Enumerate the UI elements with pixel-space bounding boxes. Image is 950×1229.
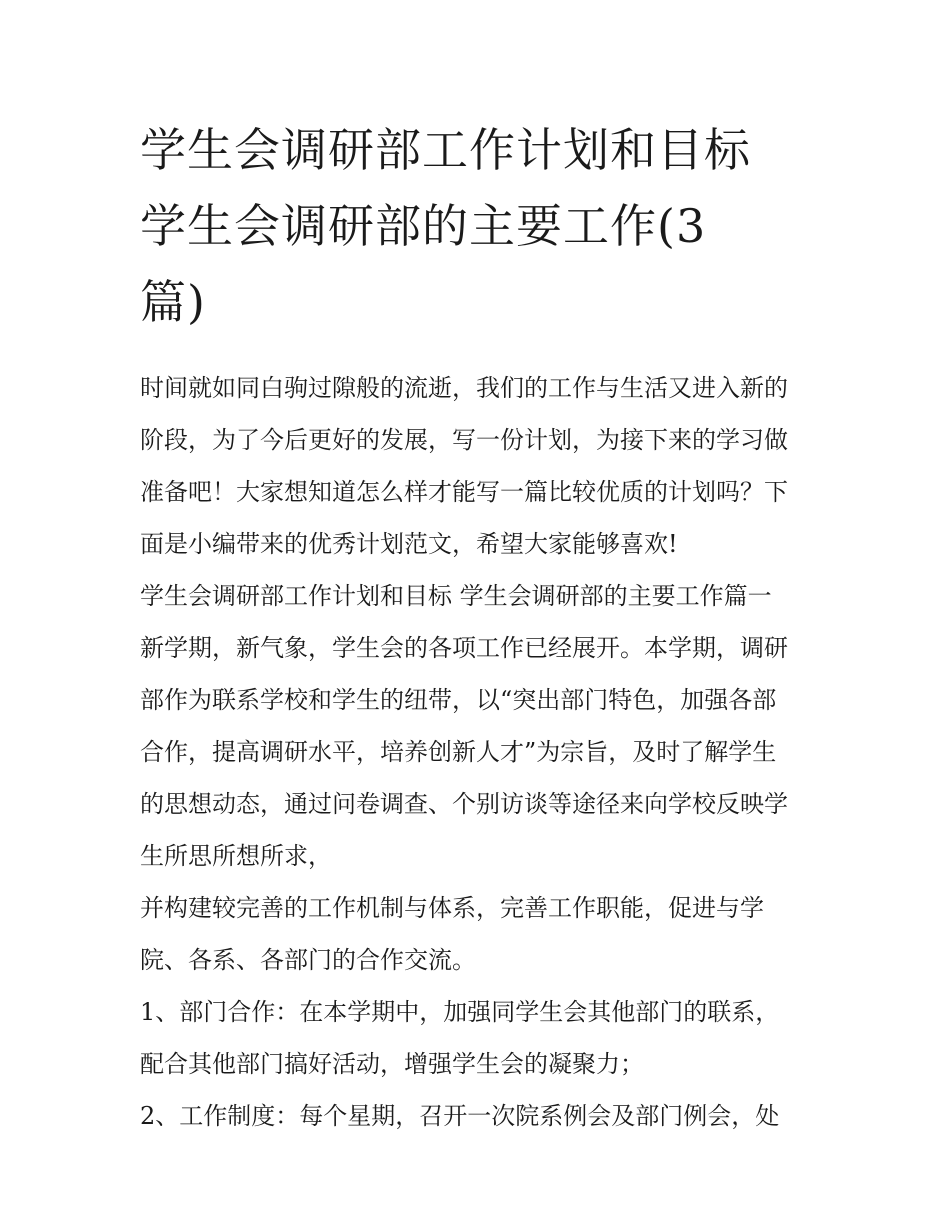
- text-line: 的思想动态，通过问卷调查、个别访谈等途径来向学校反映学: [140, 790, 788, 818]
- paragraph-item-2: [140, 1090, 830, 1142]
- document-body: [140, 362, 830, 1142]
- paragraph-mechanism: [140, 882, 830, 986]
- paragraph-new-semester: [140, 622, 830, 882]
- text-line: 阶段，为了今后更好的发展，写一份计划，为接下来的学习做: [140, 426, 788, 454]
- document-title: [140, 112, 830, 340]
- text-line: 生所思所想所求，: [140, 842, 332, 870]
- text-line: 院、各系、各部门的合作交流。: [140, 946, 476, 974]
- text-line: 新学期，新气象，学生会的各项工作已经展开。本学期，调研: [140, 634, 788, 662]
- text-line: 时间就如同白驹过隙般的流逝，我们的工作与生活又进入新的: [140, 374, 788, 402]
- text-line: 部作为联系学校和学生的纽带，以“突出部门特色，加强各部: [140, 686, 777, 714]
- title-line-1: 学生会调研部工作计划和目标: [140, 123, 751, 177]
- text-line: 配合其他部门搞好活动，增强学生会的凝聚力；: [140, 1050, 644, 1078]
- title-line-3: 篇): [140, 275, 206, 329]
- paragraph-intro: [140, 362, 830, 570]
- paragraph-item-1: [140, 986, 830, 1090]
- text-line: 2、工作制度：每个星期，召开一次院系例会及部门例会，处: [140, 1102, 780, 1130]
- document-page: [140, 112, 830, 1142]
- text-line: 面是小编带来的优秀计划范文，希望大家能够喜欢!: [140, 530, 678, 558]
- paragraph-section-heading: [140, 570, 830, 622]
- text-line: 1、部门合作：在本学期中，加强同学生会其他部门的联系，: [140, 998, 780, 1026]
- text-line: 合作，提高调研水平，培养创新人才”为宗旨，及时了解学生: [140, 738, 777, 766]
- text-line: 学生会调研部工作计划和目标 学生会调研部的主要工作篇一: [140, 582, 772, 610]
- title-line-2: 学生会调研部的主要工作(3: [140, 199, 707, 253]
- text-line: 并构建较完善的工作机制与体系，完善工作职能，促进与学: [140, 894, 764, 922]
- text-line: 准备吧！大家想知道怎么样才能写一篇比较优质的计划吗？下: [140, 478, 788, 506]
